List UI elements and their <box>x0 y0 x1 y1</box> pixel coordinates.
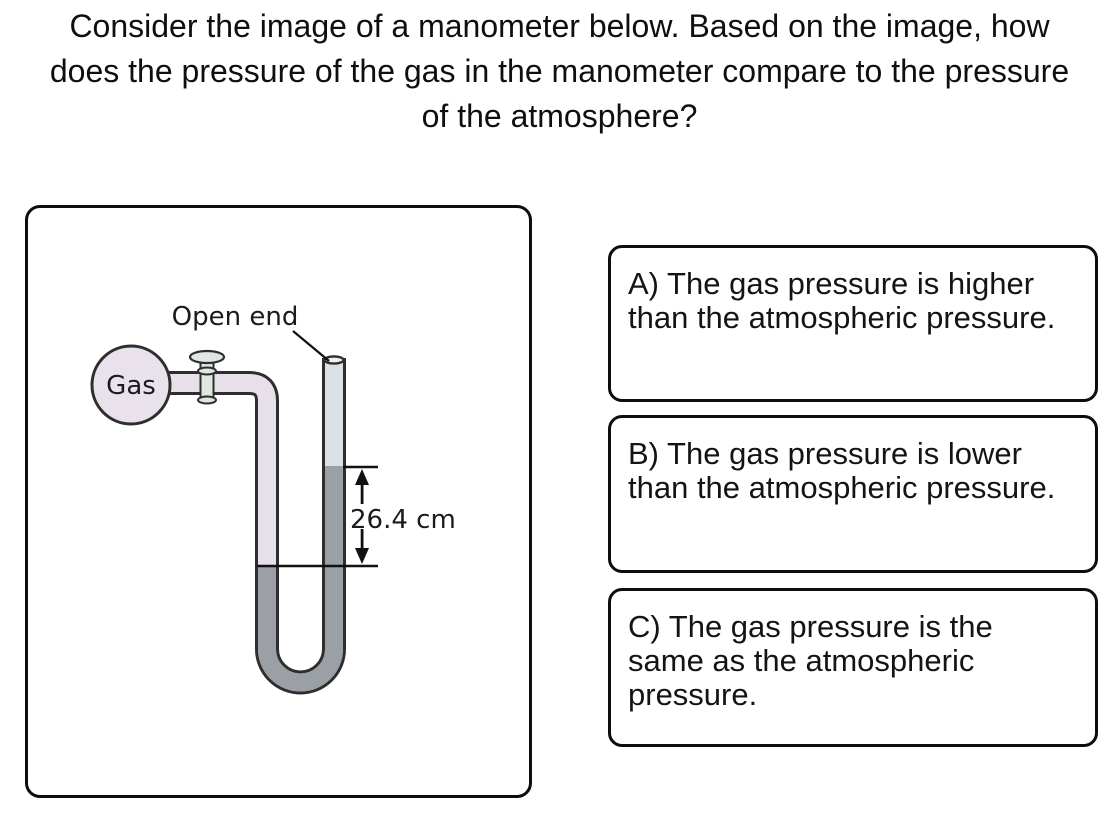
open-end-pointer-line <box>293 331 329 361</box>
height-measurement-label: 26.4 cm <box>350 505 456 535</box>
option-c-label: C) The gas pressure is the same as the atmospheric pressure. <box>628 609 993 712</box>
option-c[interactable] <box>608 588 1098 747</box>
question-line-1: Consider the image of a manometer below. Based on the image, how <box>69 8 1050 44</box>
option-b[interactable] <box>608 415 1098 573</box>
question-line-2: does the pressure of the gas in the manometer compare to the pressure <box>49 53 1070 89</box>
gas-column <box>156 360 334 682</box>
option-a[interactable] <box>608 245 1098 402</box>
question-line-3: of the atmosphere? <box>421 98 698 134</box>
open-end-label: Open end <box>171 302 299 332</box>
manometer-diagram-svg <box>28 208 529 795</box>
up-arrow-icon <box>355 469 369 504</box>
gas-label: Gas <box>106 371 156 401</box>
manometer-figure <box>25 205 532 798</box>
manometer-tube-outline <box>156 358 334 682</box>
option-a-label: A) The gas pressure is higher than the atmospheric pressure. <box>628 266 1056 335</box>
option-b-label: B) The gas pressure is lower than the atmospheric pressure. <box>628 436 1056 505</box>
question-title <box>0 4 1119 139</box>
